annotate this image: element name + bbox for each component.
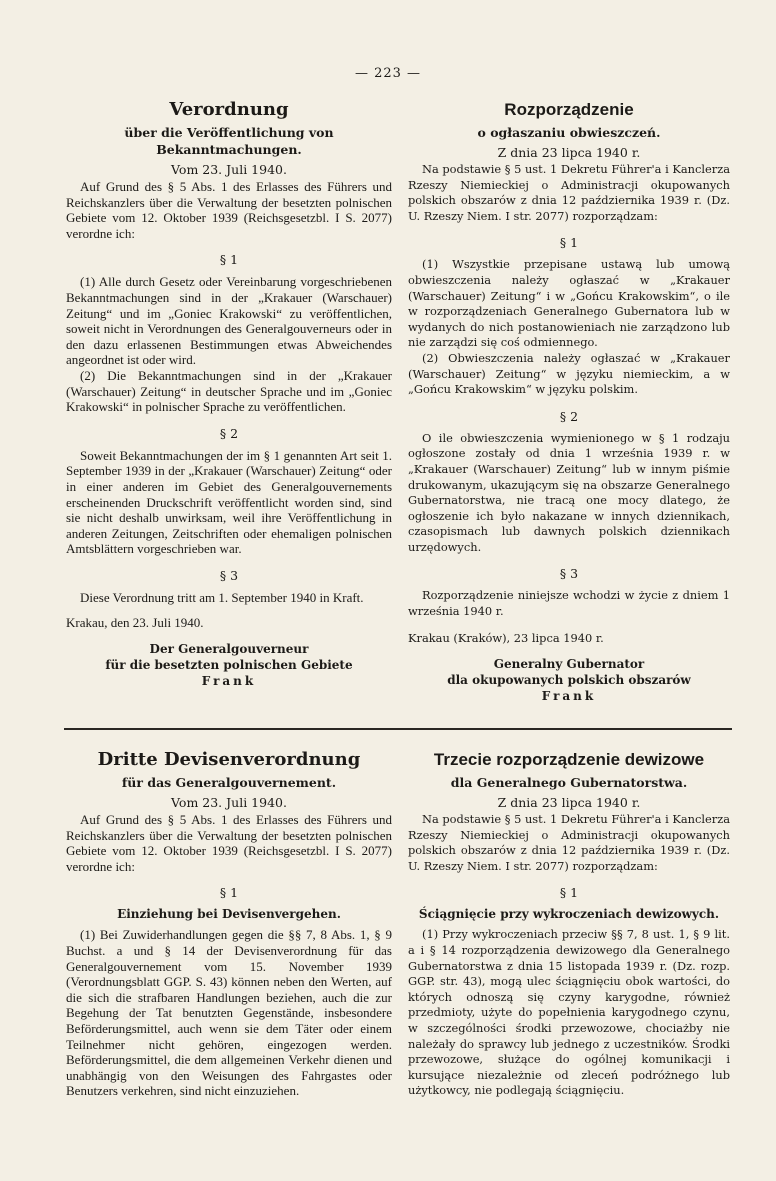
decree-2-pl-subtitle: dla Generalnego Gubernatorstwa. bbox=[450, 775, 688, 790]
decree-1-pl-section-1-paragraph-1: (1) Wszystkie przepisane ustawą lub umową obwieszczenia należy ogłaszać w „Krakauer (Warschauer) Zeitung“ i w „Gońcu Krakowskim“, o ile w rozporządzeniach Generalnego Gubernatora lub w wydanych do nich postanowieniach nie zarządzono lub nie zarządzi się coś odmiennego. bbox=[408, 257, 730, 350]
decree-2-pl-date: Z dnia 23 lipca 1940 r. bbox=[497, 795, 641, 810]
decree-2-pl-title: Trzecie rozporządzenie dewizowe bbox=[433, 750, 705, 769]
decree-1-polish-column bbox=[408, 100, 730, 703]
decree-1-de-signatory-title bbox=[66, 641, 392, 673]
decree-1-de-section-1-paragraph-2: (2) Die Bekanntmachungen sind in der „Krakauer (Warschauer) Zeitung“ in deutscher Sprache und im „Goniec Krakowski“ in polnischer Sprache zu veröffentlichen. bbox=[66, 367, 392, 415]
decree-2-de-title: Dritte Devisenverordnung bbox=[97, 749, 361, 770]
decree-1-pl-section-2-heading: § 2 bbox=[559, 408, 579, 424]
decree-1-de-signatory-name: Frank bbox=[201, 674, 257, 689]
decree-2-polish-column bbox=[408, 750, 730, 1099]
decree-2-pl-section-1-paragraph-1: (1) Przy wykroczeniach przeciw §§ 7, 8 ust. 1, § 9 lit. a i § 14 rozporządzenia dewizowego dla Generalnego Gubernatorstwa z dnia 15 listopada 1939 r. (Dz. rozp. GGP. str. 43), mogą ulec ściągnięciu obok wartości, do których odnoszą się czyny karygodne, również przedmioty, użyte do popełnienia karygodnego czynu, w szczególności środki przewozowe, chociażby nie należały do sprawcy lub jednego z uczestników. Środki przewozowe, służące do ogólnej komunikacji i kursujące niezależnie od zleceń podróżnego lub użytkowcy, nie podlegają ściągnięciu. bbox=[408, 927, 730, 1098]
decree-1-de-title: Verordnung bbox=[169, 99, 289, 120]
decree-1-pl-section-3-paragraph: Rozporządzenie niniejsze wchodzi w życie z dniem 1 września 1940 r. bbox=[408, 588, 730, 619]
decree-1-pl-section-3-heading: § 3 bbox=[559, 566, 579, 582]
decree-2-german-column bbox=[66, 750, 392, 1099]
decree-1-german-column bbox=[66, 100, 392, 688]
decree-2-de-date: Vom 23. Juli 1940. bbox=[171, 795, 287, 810]
decree-1-de-section-3-heading: § 3 bbox=[219, 567, 239, 583]
decree-1-pl-preamble: Na podstawie § 5 ust. 1 Dekretu Führer'a i Kanclerza Rzeszy Niemieckiej o Administracji okupowanych polskich obszarów z dnia 12 października 1939 r. (Dz. U. Rzeszy Niem. I str. 2077) rozporządzam: bbox=[408, 162, 730, 223]
decree-1-de-section-2-heading: § 2 bbox=[219, 425, 239, 441]
decree-1-pl-section-2-paragraph: O ile obwieszczenia wymienionego w § 1 rodzaju ogłoszone zostały od dnia 1 września 1939 r. w „Krakauer (Warschauer) Zeitung“ lub w innym piśmie drukowanym, ukazującym się na obszarze Generalnego Gubernatorstwa, nie tracą one mocy dlatego, że ogłoszenie ich było nakazane w innych dziennikach, czasopismach lub dawnych polskich dziennikach urzędowych. bbox=[408, 430, 730, 554]
decree-1-de-place-date: Krakau, den 23. Juli 1940. bbox=[66, 615, 204, 631]
decree-2-pl-section-1-heading: § 1 bbox=[559, 885, 579, 901]
decree-2-de-subtitle: für das Generalgouvernement. bbox=[121, 775, 337, 790]
decree-1-pl-date: Z dnia 23 lipca 1940 r. bbox=[497, 145, 641, 160]
decree-1-de-section-3-paragraph: Diese Verordnung tritt am 1. September 1940 in Kraft. bbox=[80, 589, 364, 605]
decree-1-pl-subtitle: o ogłaszaniu obwieszczeń. bbox=[477, 125, 661, 140]
decree-2-de-section-1-title: Einziehung bei Devisenvergehen. bbox=[117, 907, 341, 922]
decree-2-pl-preamble: Na podstawie § 5 ust. 1 Dekretu Führer'a i Kanclerza Rzeszy Niemieckiej o Administracji okupowanych polskich obszarów z dnia 12 października 1939 r. (Dz. U. Rzeszy Niem. I str. 2077) rozporządzam: bbox=[408, 812, 730, 873]
decree-1-de-signatory-line-1: Der Generalgouverneur bbox=[149, 642, 309, 657]
decree-2-de-section-1-heading: § 1 bbox=[219, 885, 239, 901]
decree-1-de-section-1-heading: § 1 bbox=[219, 252, 239, 268]
page-number: — 223 — bbox=[354, 66, 422, 81]
decree-1-pl-title: Rozporządzenie bbox=[504, 100, 634, 119]
decree-1-de-section-1-paragraph-1: (1) Alle durch Gesetz oder Vereinbarung vorgeschriebenen Bekanntmachungen sind in der „Krakauer (Warschauer) Zeitung“ und im „Goniec Krakowski“ zu veröffentlichen, soweit nicht in Verordnungen des Generalgouverneurs oder in den dazu erlassenen Bestimmungen etwas Abweichendes angeordnet ist oder wird. bbox=[66, 274, 392, 368]
decree-2-de-preamble: Auf Grund des § 5 Abs. 1 des Erlasses des Führers und Reichskanzlers über die Verwaltung der besetzten polnischen Gebiete vom 12. Oktober 1939 (Reichsgesetzbl. I S. 2077) verordne ich: bbox=[66, 812, 392, 874]
decree-1-pl-section-1-heading: § 1 bbox=[559, 235, 579, 251]
decree-1-pl-section-1-paragraph-2: (2) Obwieszczenia należy ogłaszać w „Krakauer (Warschauer) Zeitung“ w języku niemieckim, a w „Gońcu Krakowskim“ w języku polskim. bbox=[408, 350, 730, 397]
decree-1-de-section-2-paragraph: Soweit Bekanntmachungen der im § 1 genannten Art seit 1. September 1939 in der „Krakauer (Warschauer) Zeitung“ oder in einer anderen im Gebiet des Generalgouvernements erscheinenden Druckschrift veröffentlicht worden sind, sind sie nicht deshalb unwirksam, weil ihre Veröffentlichung in anderen Zeitungen, Zeitschriften oder ehemaligen polnischen Amtsblättern vorgeschrieben war. bbox=[66, 447, 392, 557]
decree-1-de-preamble: Auf Grund des § 5 Abs. 1 des Erlasses des Führers und Reichskanzlers über die Verwaltung der besetzten polnischen Gebiete vom 12. Oktober 1939 (Reichsgesetzbl. I S. 2077) verordne ich: bbox=[66, 179, 392, 241]
decree-1-pl-signatory-line-1: Generalny Gubernator bbox=[493, 656, 645, 671]
decree-1-de-date: Vom 23. Juli 1940. bbox=[171, 162, 287, 177]
section-divider bbox=[64, 728, 732, 730]
decree-1-de-subtitle: über die Veröffentlichung von Bekanntmachungen. bbox=[124, 125, 334, 157]
decree-2-pl-section-1-title: Ściągnięcie przy wykroczeniach dewizowych. bbox=[418, 907, 720, 922]
decree-1-de-signatory-line-2: für die besetzten polnischen Gebiete bbox=[105, 658, 353, 673]
decree-2-de-section-1-paragraph-1: (1) Bei Zuwiderhandlungen gegen die §§ 7, 8 Abs. 1, § 9 Buchst. a und § 14 der Devisenverordnung für das Generalgouvernement vom 15. November 1939 (Verordnungsblatt GGP. S. 43) können neben den Werten, auf die sich die strafbaren Handlungen beziehen, auch die zur Begehung der Tat benutzten Gegenstände, insbesondere Beförderungsmittel, auch wenn sie dem Täter oder einem Teilnehmer nicht gehören, eingezogen werden. Beförderungsmittel, die dem allgemeinen Verkehr dienen und unabhängig von den Weisungen des Fahrgastes oder Benutzers verkehren, sind nicht einzuziehen. bbox=[66, 927, 392, 1099]
decree-1-pl-signatory-title bbox=[408, 656, 730, 688]
decree-1-pl-place-date: Krakau (Kraków), 23 lipca 1940 r. bbox=[408, 630, 604, 645]
decree-1-pl-signatory-name: Frank bbox=[541, 688, 597, 703]
decree-1-pl-signatory-line-2: dla okupowanych polskich obszarów bbox=[447, 672, 691, 687]
